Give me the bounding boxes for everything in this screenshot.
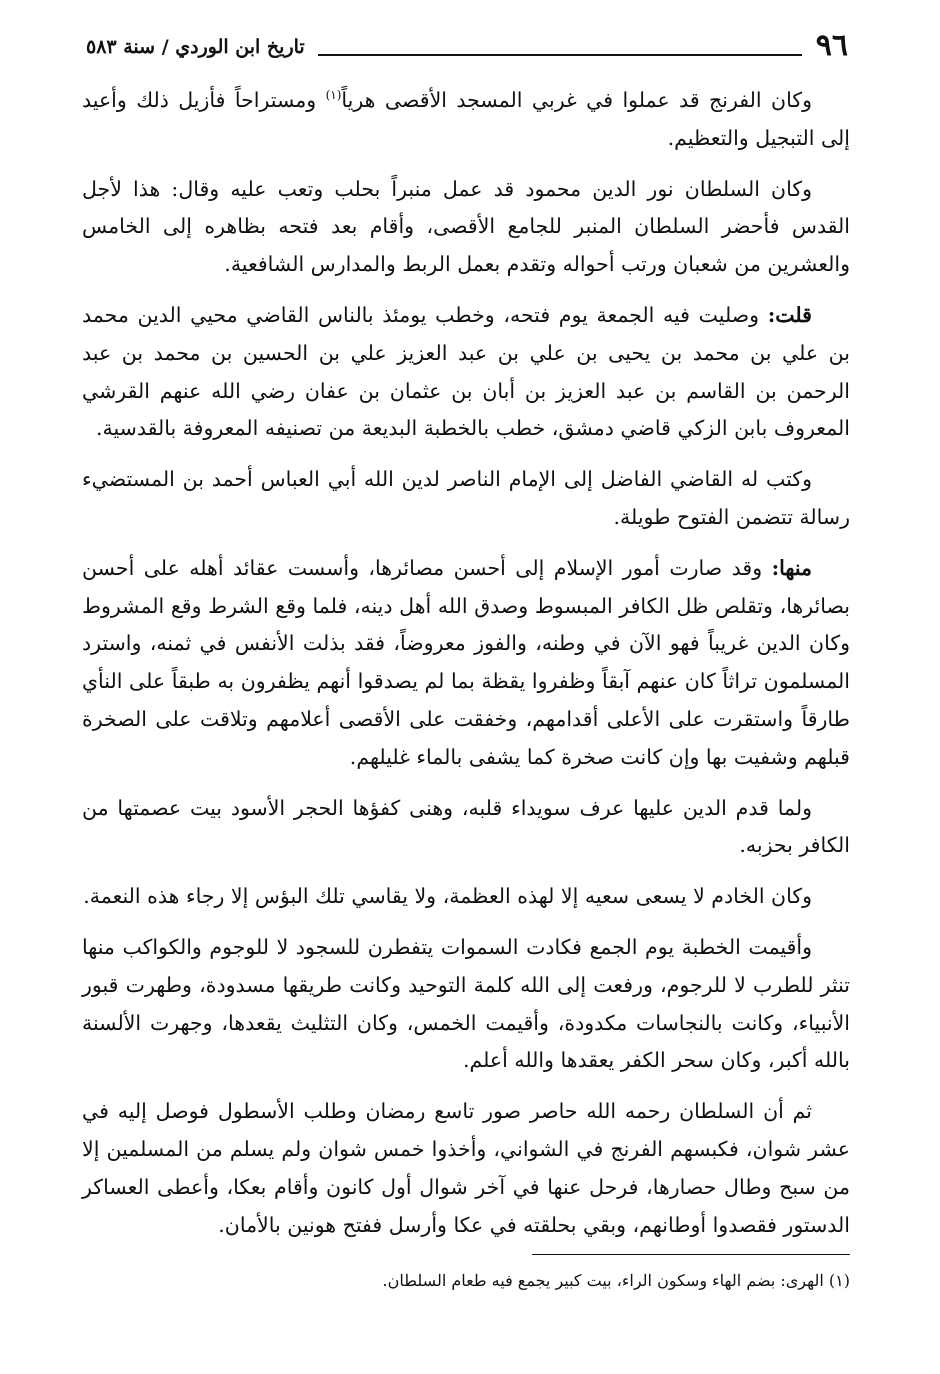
body-text (82, 82, 850, 1257)
paragraph-text: ثم أن السلطان رحمه الله حاصر صور تاسع رمضان وطلب الأسطول فوصل إليه في عشر شوان، فكبسهم الفرنج في الشواني، وأخذوا خمس شوان ولم يسلم من المسلمين إلا من سبح وطال حصارها، فرحل عنها في آخر شوال أول كانون وأقام بعكا، وأعطى العساكر الدستور فقصدوا أوطانهم، وبقي بحلقته في عكا وأرسل ففتح هونين بالأمان. (82, 1099, 850, 1237)
header-rule (318, 54, 802, 56)
paragraph-text: وقد صارت أمور الإسلام إلى أحسن مصائرها، وأسست عقائد أهله على أحسن بصائرها، وتقلص ظل الكافر المبسوط وصدق الله أهل دينه، فلما وقع الشرط وقع المشروط وكان الدين غريباً فهو الآن في وطنه، والفوز معروضاً، فقد بذلت الأنفس في ثمنه، واسترد المسلمون تراثاً كان عنهم آبقاً وظفروا يقظة بما لم يصدقوا أنهم يظفرون به طبقاً على النأي طارقاً واستقرت على الأعلى أقدامهم، وخفقت على الأقصى أعلامهم وتلاقت على الصخرة قبلهم وشفيت بها وإن كانت صخرة كما يشفى بالماء غليلهم. (82, 555, 850, 769)
paragraph-text: ومستراحاً فأزيل ذلك وأعيد إلى التبجيل والتعظيم. (82, 88, 850, 150)
paragraph-text: وكتب له القاضي الفاضل إلى الإمام الناصر لدين الله أبي العباس أحمد بن المستضيء رسالة تتضمن الفتوح طويلة. (82, 467, 850, 529)
paragraph-text: وكان الخادم لا يسعى سعيه إلا لهذه العظمة، ولا يقاسي تلك البؤس إلا رجاء هذه النعمة. (83, 884, 812, 909)
footnotes (82, 1266, 850, 1296)
paragraph (82, 878, 850, 916)
paragraph (82, 82, 850, 158)
paragraph (82, 171, 850, 284)
footnote-item: (١) الهرى: بضم الهاء وسكون الراء، بيت كبير يجمع فيه طعام السلطان. (382, 1271, 850, 1290)
running-header (86, 28, 848, 64)
running-title: تاريخ ابن الوردي / سنة ٥٨٣ (86, 36, 305, 58)
paragraph (82, 790, 850, 866)
paragraph-text: وأقيمت الخطبة يوم الجمع فكادت السموات يتفطرن للسجود لا للوجوم والكواكب منها تنثر للطرب لا للرجوم، ورفعت إلى الله كلمة التوحيد وكانت طريقها مسدودة، وطهرت قبور الأنبياء، وكانت بالنجاسات مكدودة، وأقيمت الخمس، وكان التثليث يقعدها، وجهرت الألسنة بالله أكبر، وكان سحر الكفر يعقدها والله أعلم. (82, 934, 850, 1073)
paragraph-text: وكان السلطان نور الدين محمود قد عمل منبراً بحلب وتعب عليه وقال: هذا لأجل القدس فأحضر السلطان المنبر للجامع الأقصى، وأقام بعد فتحه بظاهره إلى الخامس والعشرين من شعبان ورتب أحواله وتقدم بعمل الربط والمدارس الشافعية. (82, 176, 850, 277)
paragraph-text: وصليت فيه الجمعة يوم فتحه، وخطب يومئذ بالناس القاضي محيي الدين محمد بن علي بن محمد بن يحيى بن علي بن عبد العزيز علي بن الحسين بن محمد بن عبد الرحمن بن القاسم بن عبد العزيز بن أبان بن عثمان بن عفان رضي الله عنهم القرشي المعروف بابن الزكي قاضي دمشق، خطب بالخطبة البديعة من تصنيفه المعروفة بالقدسية. (82, 302, 850, 441)
paragraph-text: وكان الفرنج قد عملوا في غربي المسجد الأقصى هرياً (341, 88, 812, 112)
paragraph (82, 929, 850, 1080)
lead-word: قلت: (767, 302, 812, 327)
lead-word: منها: (771, 555, 812, 580)
page-number: ٩٦ (815, 28, 848, 63)
footnote-reference: (١) (325, 88, 342, 103)
paragraph (82, 297, 850, 448)
paragraph (82, 1093, 850, 1244)
paragraph (82, 550, 850, 777)
paragraph (82, 461, 850, 537)
paragraph-text: ولما قدم الدين عليها عرف سويداء قلبه، وهنى كفؤها الحجر الأسود بيت عصمتها من الكافر بحزبه. (82, 795, 850, 858)
footnote-rule (532, 1254, 850, 1255)
